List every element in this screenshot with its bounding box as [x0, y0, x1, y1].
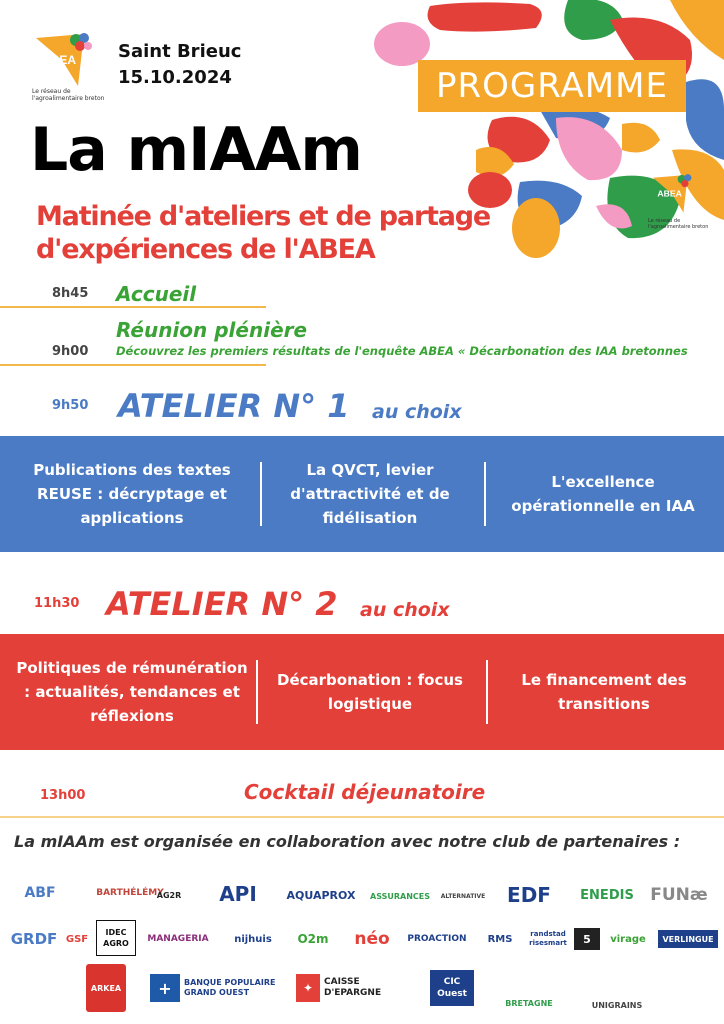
event-place: Saint Brieuc	[118, 41, 242, 62]
page-subtitle: Matinée d'ateliers et de partage d'expériences de l'ABEA	[36, 201, 491, 265]
partner-logo: BRETAGNE	[505, 999, 553, 1008]
partner-logo: PROACTION	[407, 934, 467, 944]
partner-logo: AQUAPROX	[286, 888, 356, 902]
partner-logo: API	[219, 882, 257, 906]
accueil-label: Accueil	[116, 282, 197, 306]
logo-small-caption: Le réseau de l'agroalimentaire breton	[648, 218, 709, 230]
partner-logo: RMS	[487, 933, 513, 945]
partners-intro: La mIAAm est organisée en collaboration avec notre club de partenaires :	[14, 832, 681, 851]
abea-logo-small	[650, 172, 698, 214]
partner-logo: néo	[354, 929, 390, 949]
partner-logo: CAISSE D'EPARGNE	[324, 977, 382, 998]
divider	[0, 306, 266, 308]
partner-logo: UNIGRAINS	[591, 1001, 643, 1010]
partner-logo: FUNæ	[650, 885, 708, 905]
divider	[0, 364, 266, 366]
atelier-1-choice: au choix	[372, 401, 462, 423]
partner-logo: nijhuis	[234, 933, 272, 945]
separator	[256, 660, 258, 724]
atelier-2-choice: au choix	[360, 599, 450, 621]
atelier-2-option-3: Le financement des transitions	[521, 671, 687, 713]
logo-caption: Le réseau de l'agroalimentaire breton	[32, 88, 105, 102]
partner-logo: BANQUE POPULAIRE GRAND OUEST	[184, 978, 276, 997]
atelier-2-options	[0, 634, 724, 750]
atelier-2-option-2: Décarbonation : focus logistique	[277, 671, 463, 713]
atelier-1-option-1: Publications des textes REUSE : décryptage et applications	[33, 461, 231, 527]
abea-logo	[32, 30, 98, 88]
partner-logo: ALTERNATIVE	[440, 892, 486, 900]
pleniere-detail: Découvrez les premiers résultats de l'enquête ABEA « Décarbonation des IAA bretonnes	[116, 344, 688, 358]
partner-squirrel-icon: ✦	[296, 974, 320, 1002]
time-atelier-2: 11h30	[34, 596, 80, 611]
divider	[0, 816, 724, 818]
partner-logo: BARTHÉLÉMY	[96, 888, 164, 898]
atelier-2-option-1: Politiques de rémunération : actualités, tendances et réflexions	[16, 659, 248, 725]
atelier-1-option-3: L'excellence opérationnelle en IAA	[511, 473, 695, 515]
atelier-1-option-2: La QVCT, levier d'attractivité et de fidélisation	[290, 461, 450, 527]
programme-label: PROGRAMME	[436, 66, 668, 106]
partner-logo: IDEC AGRO	[96, 920, 136, 956]
time-pleniere: 9h00	[52, 344, 89, 359]
time-accueil: 8h45	[52, 286, 89, 301]
page-title: La mIAAm	[30, 115, 362, 185]
pleniere-label: Réunion plénière	[116, 318, 308, 342]
separator	[260, 462, 262, 526]
partner-logo: ASSURANCES	[370, 891, 430, 901]
atelier-1-title: ATELIER N° 1	[118, 387, 350, 425]
partner-logo: virage	[610, 933, 646, 945]
event-date: 15.10.2024	[118, 67, 232, 88]
partner-logo: ENEDIS	[580, 887, 634, 903]
svg-text:ABEA: ABEA	[42, 53, 77, 67]
svg-text:ABEA: ABEA	[657, 188, 682, 199]
partner-logo: EDF	[507, 883, 551, 907]
partner-plus-icon: +	[150, 974, 180, 1002]
partner-logo: randstad risesmart	[529, 930, 567, 947]
atelier-2-title: ATELIER N° 2	[106, 585, 338, 623]
partner-logo: O2m	[297, 932, 329, 946]
partner-logo: MANAGERIA	[147, 934, 209, 944]
partner-logo: GSF	[65, 933, 89, 945]
partner-logo: ARKEA	[86, 964, 126, 1012]
time-atelier-1: 9h50	[52, 398, 89, 413]
cocktail-label: Cocktail déjeunatoire	[244, 780, 486, 804]
separator	[484, 462, 486, 526]
time-cocktail: 13h00	[40, 788, 86, 803]
partner-logo: AG2R	[156, 890, 182, 900]
partner-logo: 5	[574, 928, 600, 950]
partner-logo: ABF	[24, 885, 56, 901]
atelier-1-options	[0, 436, 724, 552]
partner-logo: CIC Ouest	[430, 970, 474, 1006]
separator	[486, 660, 488, 724]
partner-logo: GRDF	[10, 930, 58, 948]
partner-logo: VERLINGUE	[658, 930, 718, 948]
